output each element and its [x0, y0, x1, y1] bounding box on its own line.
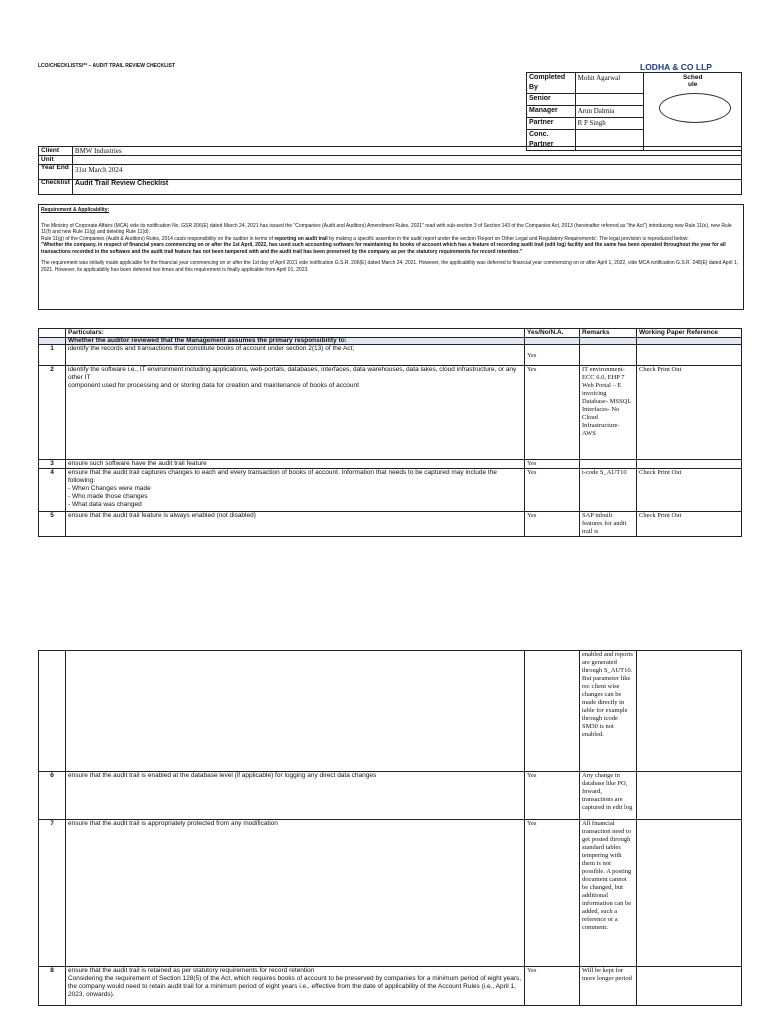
- partner-value: R P Singh: [575, 118, 644, 130]
- row-particulars: ensure that the audit trail feature is always enabled (not disabled): [66, 512, 525, 537]
- row-yes: Yes: [525, 460, 580, 469]
- partner-label: Partner: [527, 118, 576, 130]
- row-remarks: [580, 460, 637, 469]
- row-particulars: identify the software i.e., IT environment including applications, web-portals, databases, interfaces, data warehouses, data lakes, cloud infrastructure, or any other IT component used for processing and or storing data for creation and maintenance of books of account: [66, 366, 525, 460]
- table-row: [39, 345, 742, 366]
- senior-value: [575, 94, 644, 106]
- schedule-label: Sched ule: [682, 74, 703, 88]
- row-number: 6: [39, 772, 66, 820]
- row-yes: Yes: [525, 512, 580, 537]
- client-value: BMW Industries: [72, 147, 741, 156]
- row-particulars: identify the records and transactions that constitute books of account under section 2(13) of the Act;: [66, 345, 525, 366]
- checklist-label: Checklist: [39, 180, 73, 195]
- row-yes: [525, 651, 580, 772]
- row-yes: Yes: [525, 772, 580, 820]
- header-wp-reference: Working Paper Reference: [637, 329, 742, 338]
- table-row: [39, 772, 742, 820]
- row-yes: Yes: [525, 820, 580, 967]
- manager-label: Manager: [527, 106, 576, 118]
- unit-value: [72, 156, 741, 165]
- signoff-table: [526, 72, 742, 151]
- table-row: [39, 366, 742, 460]
- row-particulars: ensure that the audit trail captures changes to each and every transaction of books of account. Information that needs to be captured may include the following: - When Changes were made - Who made those changes - What data was changed: [66, 469, 525, 512]
- row-particulars: [66, 651, 525, 772]
- header-remarks: Remarks: [580, 329, 637, 338]
- row-wp: [637, 651, 742, 772]
- checklist-table: [38, 328, 742, 537]
- table-row: [39, 820, 742, 967]
- row-wp: Check Print Out: [637, 469, 742, 512]
- document-reference: LCO/CHECKLISTS/** – AUDIT TRAIL REVIEW CHECKLIST: [38, 63, 175, 69]
- row-number: 7: [39, 820, 66, 967]
- manager-value: Arun Dalmia: [575, 106, 644, 118]
- table-row: [39, 512, 742, 537]
- conc-partner-label: Conc. Partner: [527, 130, 576, 151]
- row-particulars: ensure that the audit trail is retained as per statutory requirements for record retention Considering the requirement of Section 128(5) of the Act, which requires books of account to be preserved by companies for a minimum period of eight years, the company would need to retain audit trail for a minimum period of eight years i.e., effective from the date of applicability of the Account Rules (i.e., April 1, 2023, onwards).: [66, 967, 525, 1006]
- requirement-para-1: The Ministry of Corporate Affairs (MCA) vide its notification No. GSR 206(E) dated March 24, 2021 has issued the "Companies (Audit and Auditors) Amendment Rules, 2021" read with sub-section 3 of Section 143 of the Companies Act, 2013 (hereinafter referred as "the Act") introducing new Rule 11(e), new Rule 11(f) and new Rule 11(g) and deleting Rule 11(d).: [41, 222, 732, 235]
- row-number: 5: [39, 512, 66, 537]
- row-remarks: t-code S_AUT10: [580, 469, 637, 512]
- row-particulars: ensure that the audit trail is appropriately protected from any modification: [66, 820, 525, 967]
- header-particulars: Particulars:: [66, 329, 525, 338]
- row-remarks: All financial transaction need to get posted through standard tables tempering with them is not possible. A posting document cannot be changed, but additional information can be added, such a reference or a comment.: [580, 820, 637, 967]
- checklist-table-continued: [38, 650, 742, 1006]
- senior-label: Senior: [527, 94, 576, 106]
- row-yes: Yes: [525, 469, 580, 512]
- requirement-para-4: The requirement was initially made applicable for the financial year commencing on or after the 1st day of April 2021 vide notification G.S.R. 206(E) dated March 24, 2021. However, the applicability was deferred to financial year commencing on or after April 1, 2022, vide MCA notification G.S.R. 248(E) dated April 1, 2021. However, its applicability has been deferred two times and this requirement is finally applicable from April 01, 2023.: [41, 260, 739, 273]
- row-wp: [637, 772, 742, 820]
- table-row: [39, 651, 742, 772]
- client-label: Client: [39, 147, 73, 156]
- row-remarks: SAP inbuilt features for audit trail is: [580, 512, 637, 537]
- row-particulars: ensure such software have the audit trail feature: [66, 460, 525, 469]
- row-wp: Check Print Out: [637, 366, 742, 460]
- requirement-title: Requirement & Applicability:: [41, 207, 110, 213]
- row-wp: [637, 460, 742, 469]
- row-particulars: ensure that the audit trail is enabled at the database level (if applicable) for logging any direct data changes: [66, 772, 525, 820]
- row-number: [39, 651, 66, 772]
- checklist-value: Audit Trail Review Checklist: [72, 180, 741, 195]
- row-wp: [637, 820, 742, 967]
- row-remarks: Any change in database like PO, Inward, transactions are captured in edit log: [580, 772, 637, 820]
- requirement-box: [38, 204, 744, 310]
- completed-by-value: Mohit Agarwal: [575, 73, 644, 94]
- row-remarks: IT environment- ECC 6.0, EHP 7 Web Portal – E invoicing Database- MSSQL Interfaces- No Cloud Infrastructure- AWS: [580, 366, 637, 460]
- row-number: 1: [39, 345, 66, 366]
- row-wp: [637, 967, 742, 1006]
- row-wp: Check Print Out: [637, 512, 742, 537]
- table-row: [39, 460, 742, 469]
- requirement-para-2b: reporting on audit trail: [274, 235, 328, 242]
- row-yes: Yes: [525, 967, 580, 1006]
- row-number: 4: [39, 469, 66, 512]
- stamp-oval: [659, 93, 731, 123]
- row-remarks: [580, 345, 637, 366]
- requirement-para-2c: by making a specific assertion in the audit report under the section 'Report on Other Legal and Regulatory Requirements'. The legal provision is reproduced below:: [327, 235, 689, 242]
- row-number: 3: [39, 460, 66, 469]
- requirement-para-3: "Whether the company, in respect of financial years commencing on or after the 1st April, 2022, has used such accounting software for maintaining its books of account which has a feature of recording audit trail (edit log) facility and the same has been operated throughout the year for all transactions recorded in the software and the audit trail feature has not been tampered with and the audit trail has been preserved by the company as per the statutory requirements for record retention.": [41, 242, 726, 255]
- completed-by-label: Completed By: [527, 73, 576, 94]
- year-end-value: 31st March 2024: [72, 165, 741, 180]
- unit-label: Unit: [39, 156, 73, 165]
- row-wp: [637, 345, 742, 366]
- table-row: [39, 967, 742, 1006]
- row-yes: Yes: [525, 366, 580, 460]
- row-number: 2: [39, 366, 66, 460]
- row-number: 8: [39, 967, 66, 1006]
- year-end-label: Year End: [39, 165, 73, 180]
- header-yes-no: Yes/No/N.A.: [525, 329, 580, 338]
- firm-name: LODHA & CO LLP: [640, 62, 712, 72]
- row-remarks: enabled and reports are generated through S_AUT10. But parameter like rec client wise changes can be made directly in table for example through tcode SM30 is not enabled.: [580, 651, 637, 772]
- table-row: [39, 469, 742, 512]
- row-remarks: Will be kept for more longer period: [580, 967, 637, 1006]
- client-table: [38, 146, 742, 195]
- row-yes: Yes: [525, 345, 580, 366]
- requirement-para-2a: Rule 11(g) of the Companies (Audit & Auditors) Rules, 2014 casts responsibility on the auditor in terms of: [41, 235, 275, 242]
- section-heading: Whether the auditor reviewed that the Management assumes the primary responsibility to:: [66, 338, 525, 345]
